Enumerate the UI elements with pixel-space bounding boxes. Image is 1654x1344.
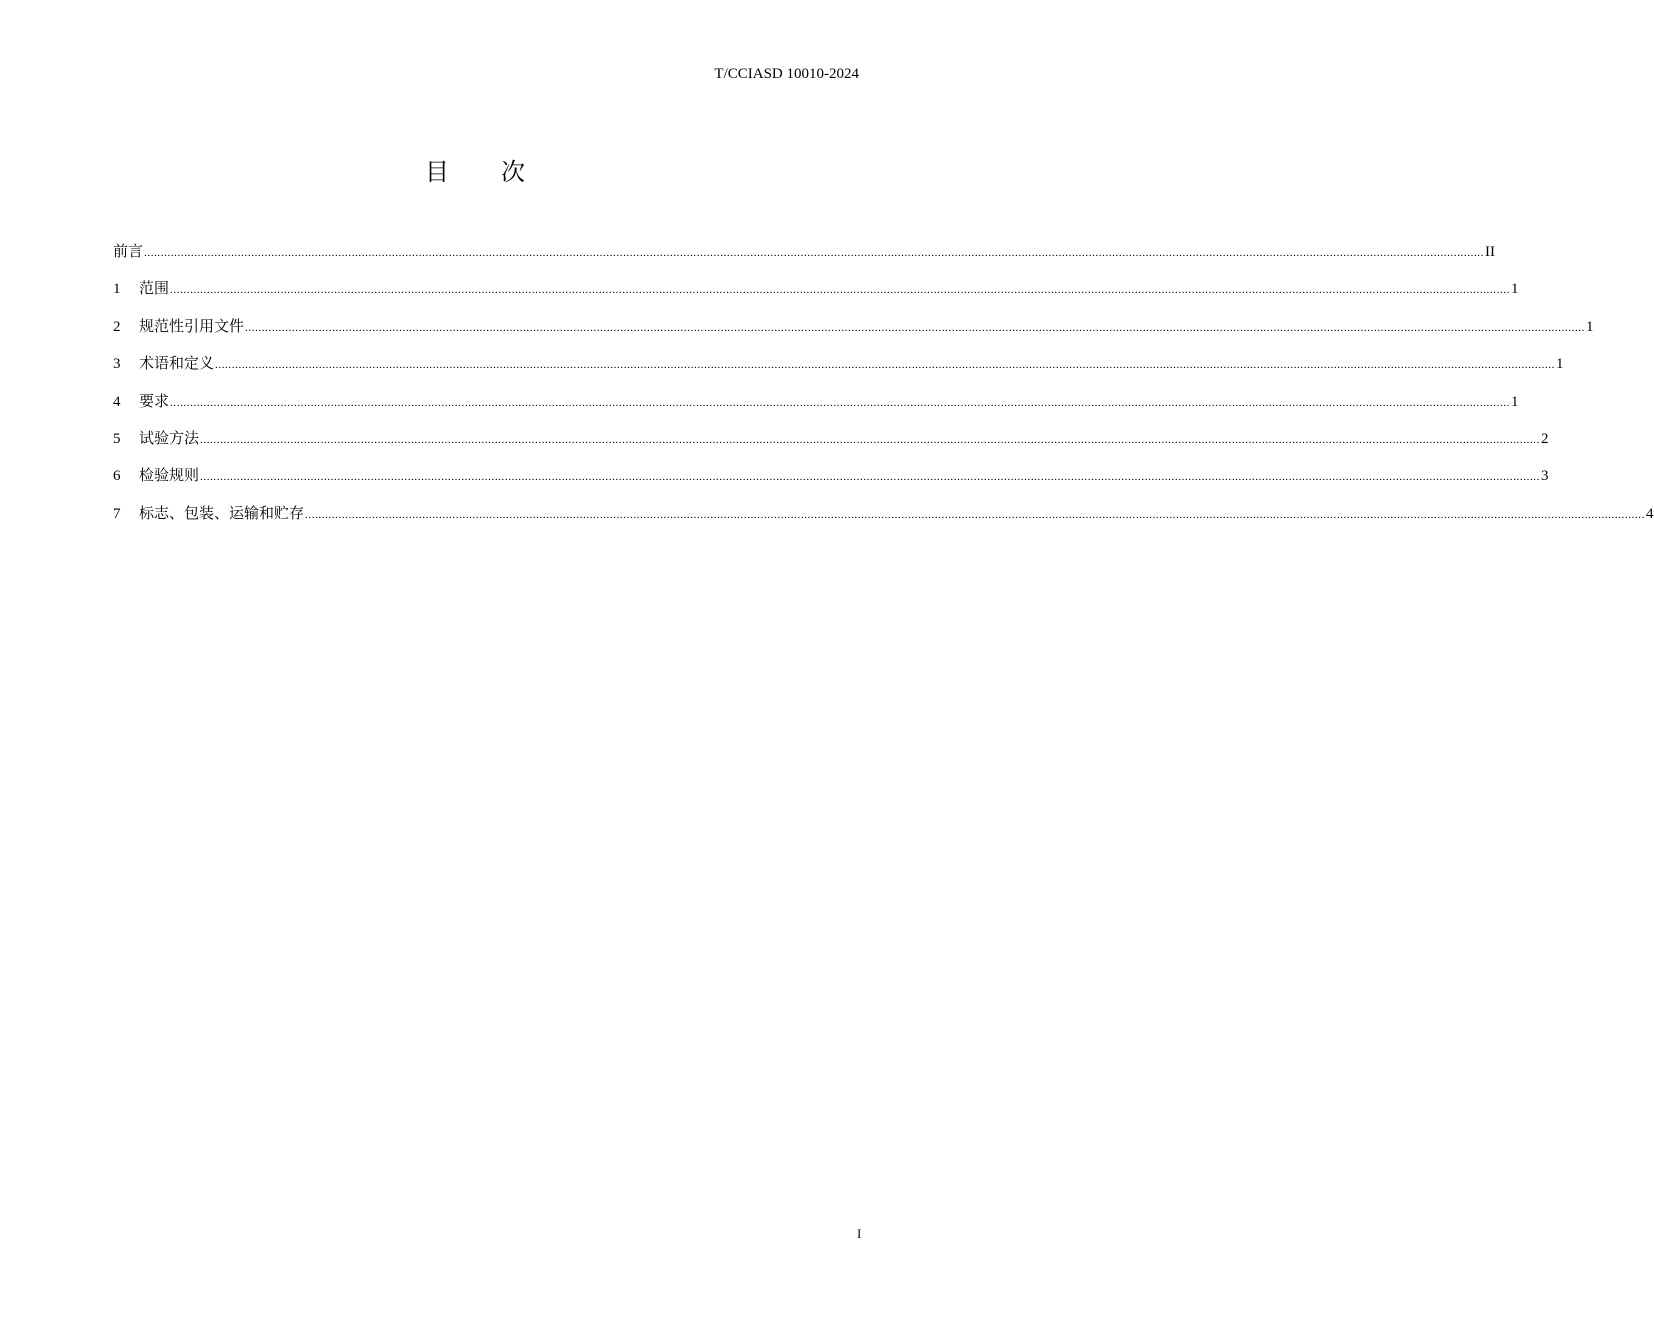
- toc-entry-page: II: [1485, 244, 1496, 260]
- toc-list: [113, 240, 1654, 539]
- toc-entry-number: 2: [113, 318, 121, 335]
- toc-entry-page: 4: [1646, 505, 1654, 522]
- toc-entry-normative-references[interactable]: [113, 315, 1594, 352]
- toc-entry-number: 1: [113, 281, 121, 298]
- leader-dots: ................................................................................................................................................................................................................................................................................................................................................................................................................: [200, 471, 1541, 484]
- toc-entry-page: 2: [1541, 430, 1549, 447]
- toc-entry-label: 要求: [139, 393, 170, 410]
- leader-dots: ................................................................................................................................................................................................................................................................................................................................................................................................................: [215, 359, 1556, 372]
- toc-entry-page: 1: [1586, 318, 1594, 335]
- page-number: I: [857, 1226, 862, 1241]
- leader-dots: ................................................................................................................................................................................................................................................................................................................................................................................................................: [245, 321, 1586, 334]
- toc-entry-number: 6: [113, 468, 121, 485]
- toc-entry-number: 3: [113, 356, 121, 373]
- toc-entry-number: 4: [113, 393, 121, 410]
- toc-entry-label: 术语和定义: [139, 356, 215, 373]
- toc-entry-page: 1: [1556, 356, 1564, 373]
- leader-dots: ................................................................................................................................................................................................................................................................................................................................................................................................................: [200, 433, 1541, 446]
- toc-entry-label: 试验方法: [139, 430, 200, 447]
- toc-entry-scope[interactable]: [113, 277, 1519, 314]
- toc-entry-marking-packaging[interactable]: [113, 502, 1654, 539]
- leader-dots: ................................................................................................................................................................................................................................................................................................................................................................................................................: [144, 247, 1485, 259]
- leader-dots: ................................................................................................................................................................................................................................................................................................................................................................................................................: [170, 284, 1511, 297]
- leader-dots: ................................................................................................................................................................................................................................................................................................................................................................................................................: [305, 508, 1646, 521]
- toc-entry-number: 7: [113, 505, 121, 522]
- toc-entry-number: 5: [113, 430, 121, 447]
- toc-entry-page: 1: [1511, 393, 1519, 410]
- toc-entry-test-methods[interactable]: [113, 427, 1549, 464]
- toc-title-char: 目: [425, 158, 449, 186]
- toc-title-char: 次: [501, 158, 525, 186]
- toc-entry-label: 前言: [113, 244, 144, 260]
- toc-entry-label: 规范性引用文件: [139, 318, 245, 335]
- toc-entry-page: 3: [1541, 468, 1549, 485]
- toc-entry-label: 检验规则: [139, 468, 200, 485]
- toc-entry-inspection-rules[interactable]: [113, 464, 1549, 501]
- toc-entry-terms-definitions[interactable]: [113, 352, 1564, 389]
- toc-entry-label: 标志、包装、运输和贮存: [139, 505, 305, 522]
- toc-entry-requirements[interactable]: [113, 390, 1519, 427]
- toc-entry-page: 1: [1511, 281, 1519, 298]
- toc-entry-foreword[interactable]: [113, 240, 1496, 277]
- toc-entry-label: 范围: [139, 281, 170, 298]
- toc-title: [0, 152, 950, 187]
- document-code: T/CCIASD 10010-2024: [714, 66, 859, 82]
- leader-dots: ................................................................................................................................................................................................................................................................................................................................................................................................................: [170, 396, 1511, 409]
